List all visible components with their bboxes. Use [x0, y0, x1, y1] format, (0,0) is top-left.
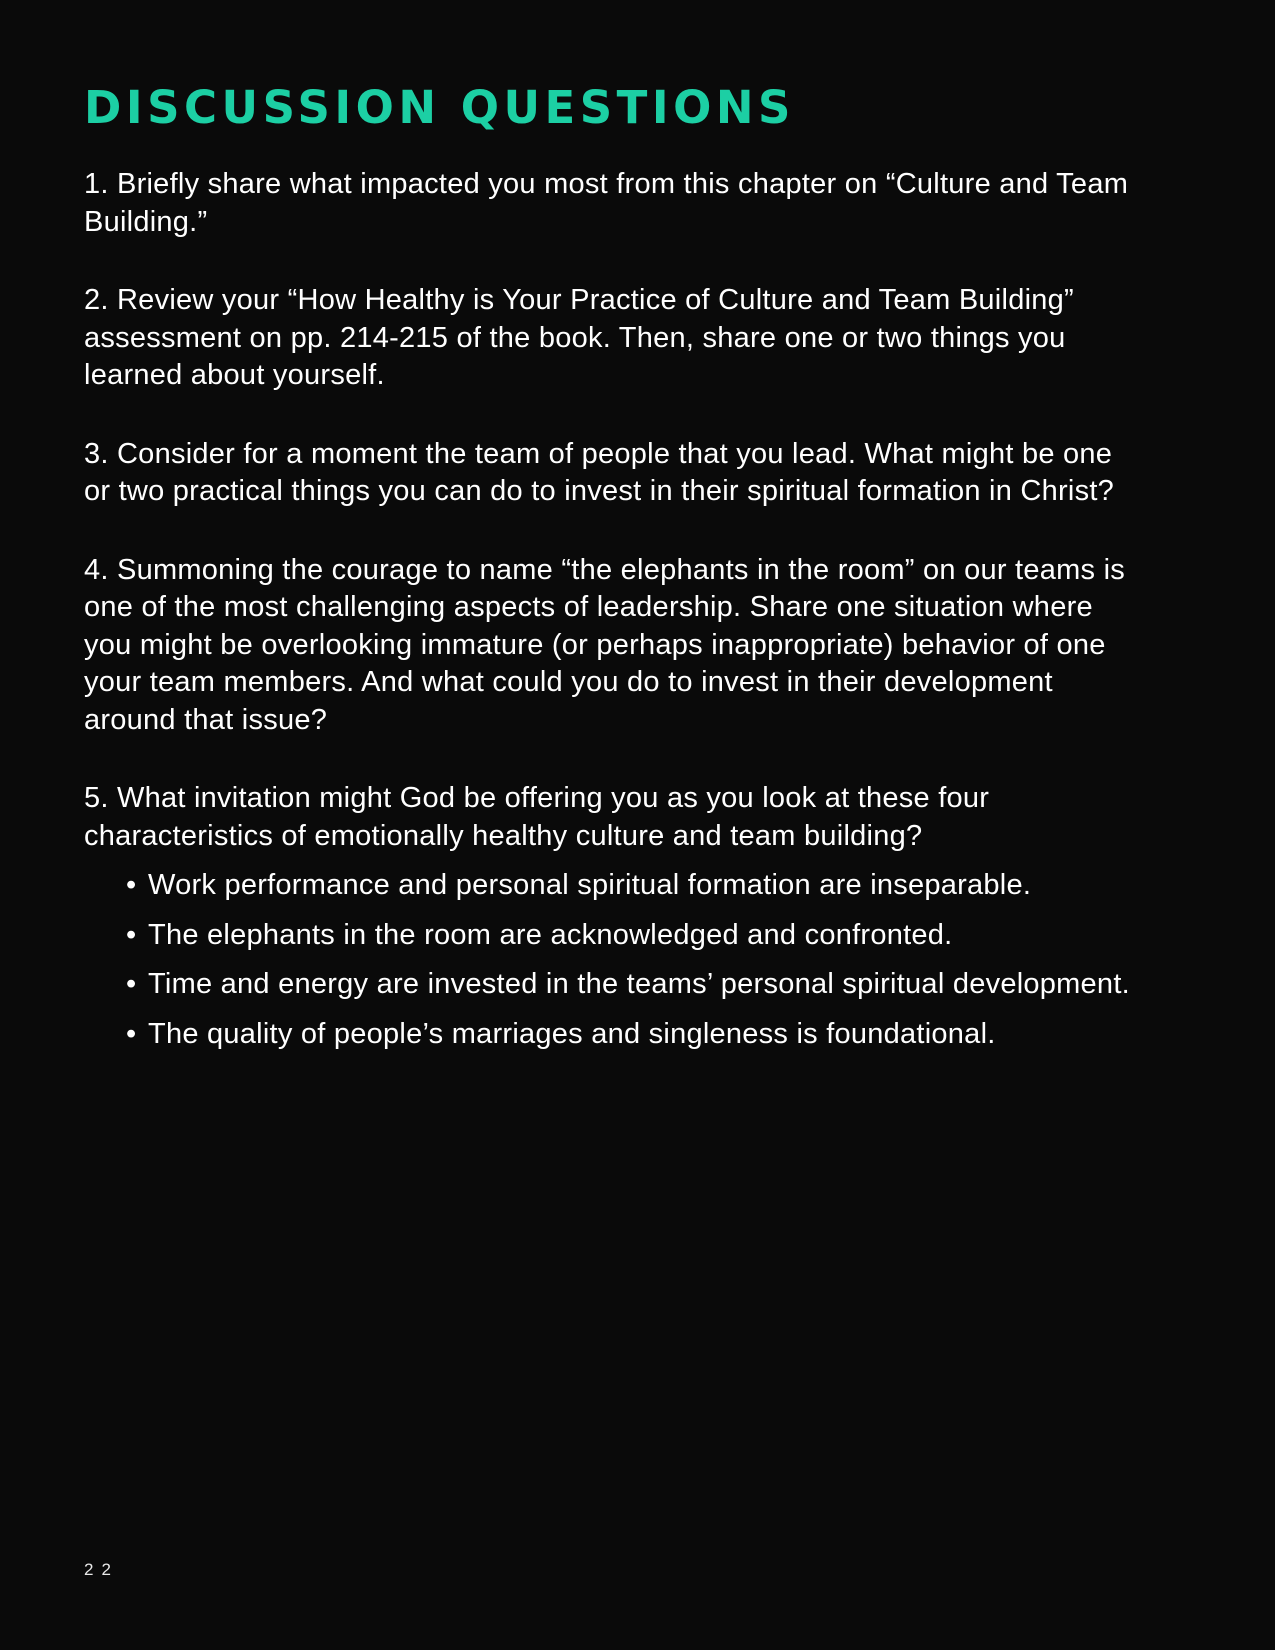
question-text: 4. Summoning the courage to name “the elephants in the room” on our teams is one of the most challenging aspects of leadership. Share one situation where you might be overlooking immature (or perhaps inappropriate) behavior of one your team members. And what could you do to invest in their development around that issue?	[84, 553, 1126, 736]
bullet-icon: •	[126, 869, 137, 901]
question-text: 5. What invitation might God be offering you as you look at these four characteristics of emotionally healthy culture and team building?	[84, 782, 990, 852]
bullet-icon: •	[126, 1017, 137, 1050]
bullet-item	[126, 1016, 1144, 1054]
bullet-item	[126, 867, 1144, 905]
question-text: 3. Consider for a moment the team of people that you lead. What might be one or two practical things you can do to invest in their spiritual formation in Christ?	[84, 437, 1115, 507]
page-number: 22	[84, 1560, 119, 1579]
bullet-text: Work performance and personal spiritual formation are inseparable.	[148, 869, 1032, 901]
bullet-item	[126, 966, 1144, 1004]
bullet-item	[126, 917, 1144, 955]
bullet-text: Time and energy are invested in the teams’ personal spiritual development.	[148, 968, 1130, 1000]
question-item	[84, 436, 1144, 511]
bullet-icon: •	[126, 918, 137, 951]
bullet-text: The quality of people’s marriages and singleness is foundational.	[148, 1017, 996, 1050]
question-item	[84, 552, 1144, 740]
question-item	[84, 780, 1144, 1053]
question-item	[84, 282, 1144, 395]
bullet-text: The elephants in the room are acknowledged and confronted.	[148, 918, 953, 951]
page-heading: DISCUSSION QUESTIONS	[84, 81, 795, 134]
question-text: 1. Briefly share what impacted you most from this chapter on “Culture and Team Building.”	[84, 168, 1129, 238]
question-text: 2. Review your “How Healthy is Your Practice of Culture and Team Building” assessment on pp. 214-215 of the book. Then, share one or two things you learned about yourself.	[84, 284, 1074, 391]
question-item	[84, 166, 1144, 241]
characteristics-list	[84, 867, 1144, 1053]
discussion-questions-list	[84, 166, 1144, 1065]
bullet-icon: •	[126, 968, 137, 1000]
